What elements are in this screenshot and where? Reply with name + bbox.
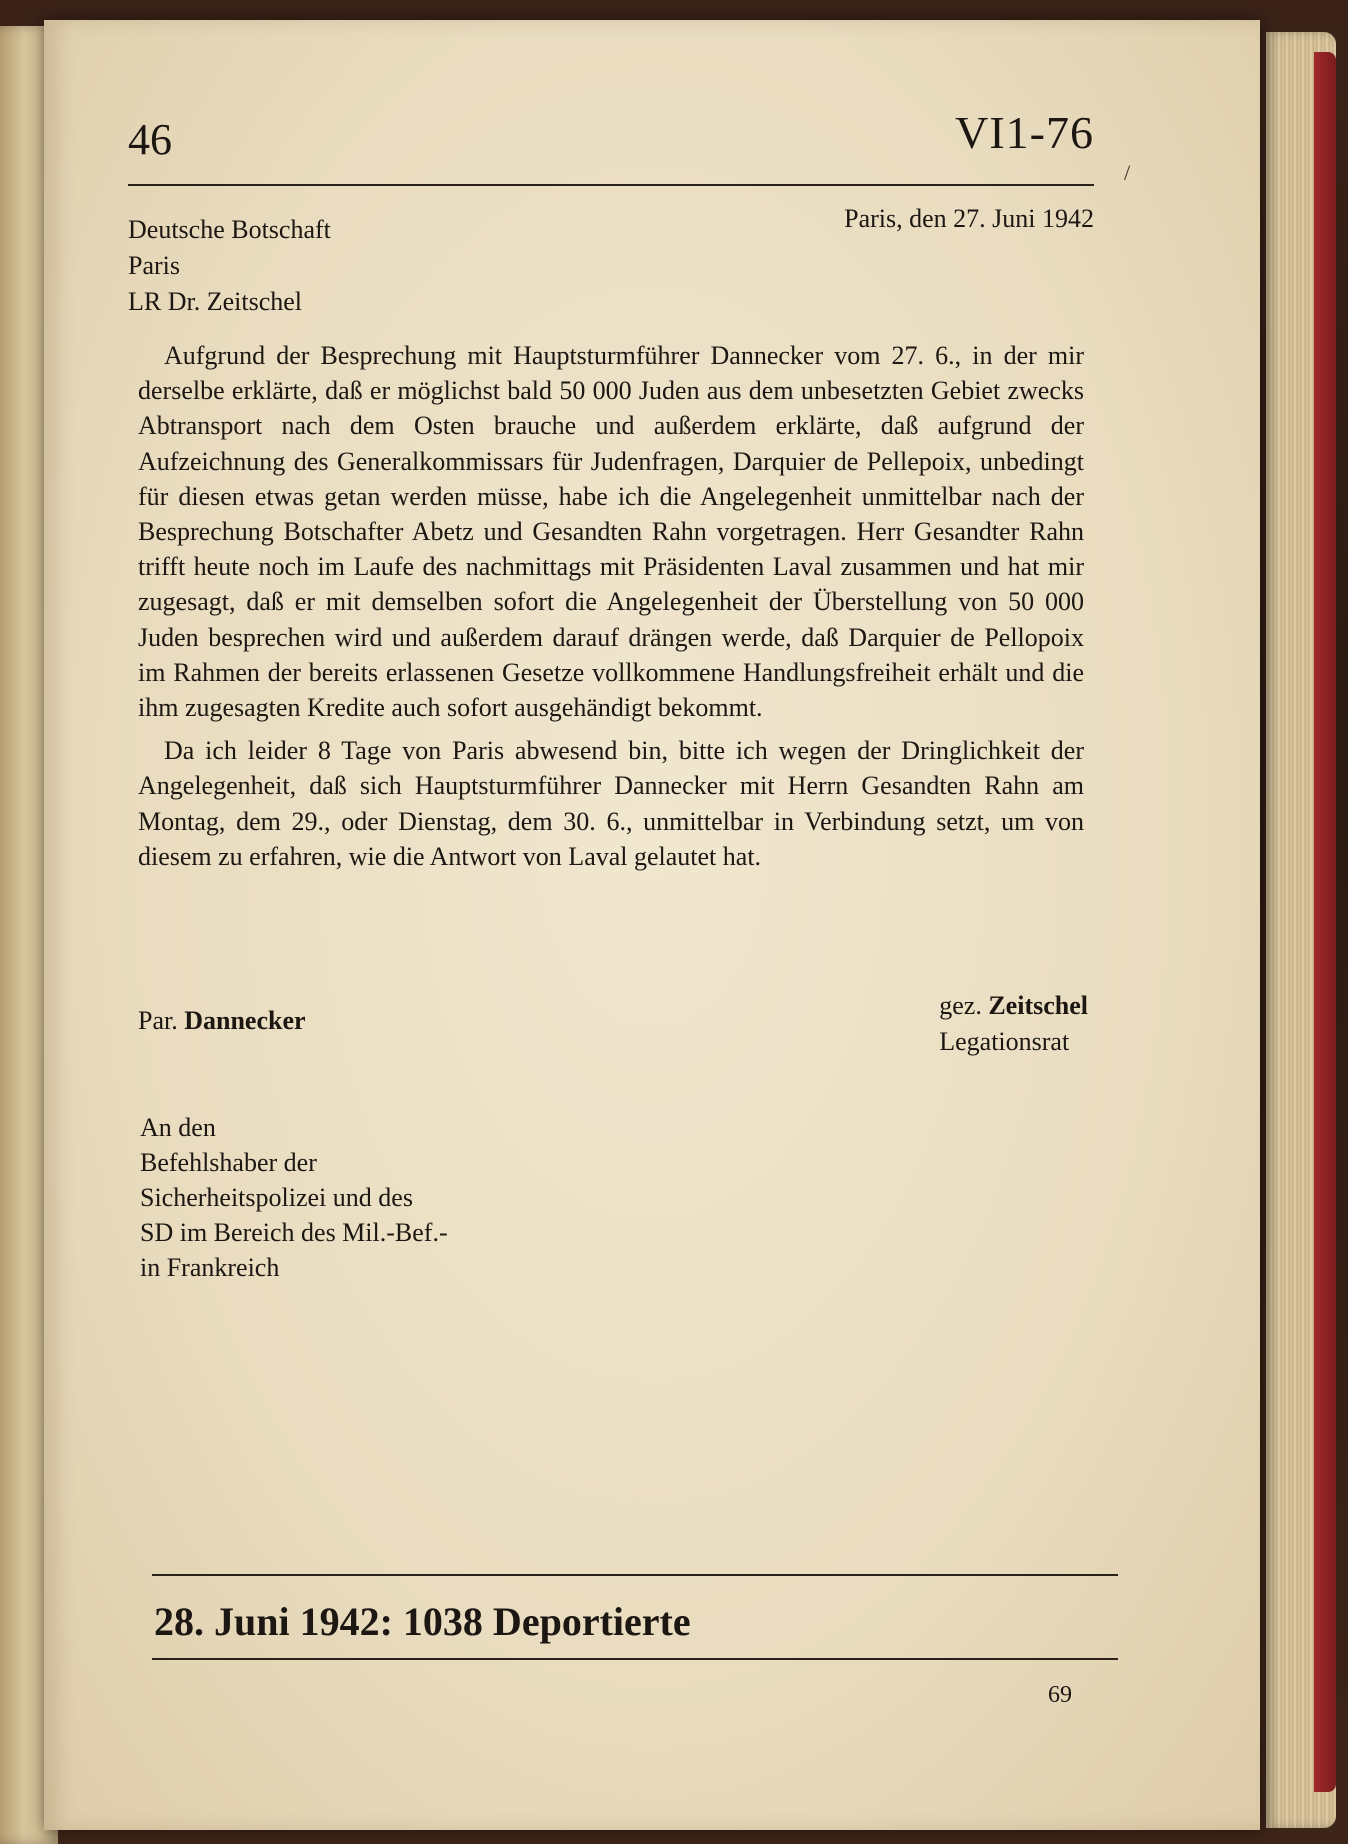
section-rule-top [152, 1574, 1118, 1576]
margin-pencil-mark: / [1124, 160, 1131, 185]
gez-signature [939, 988, 1088, 1060]
recipient-line: in Frankreich [140, 1253, 280, 1282]
book-page [44, 20, 1260, 1830]
recipient-line: Befehlshaber der [140, 1148, 317, 1177]
page-number-top: 46 [128, 115, 172, 164]
gez-title: Legationsrat [939, 1027, 1070, 1056]
header-rule [128, 184, 1094, 186]
date-line: Paris, den 27. Juni 1942 [844, 204, 1094, 233]
sender-line: Deutsche Botschaft [128, 215, 331, 244]
section-title: 28. Juni 1942: 1038 Deportierte [154, 1599, 691, 1644]
letter-body [138, 338, 1084, 882]
section-rule-bottom [152, 1658, 1118, 1660]
document-reference: VI1-76 [955, 107, 1094, 158]
recipient-line: An den [140, 1113, 216, 1142]
right-page-stack [1266, 32, 1336, 1828]
par-name: Dannecker [184, 1006, 306, 1035]
sender-line: Paris [128, 251, 180, 280]
recipient-line: Sicherheitspolizei und des [140, 1183, 413, 1212]
signature-block [138, 988, 1088, 1068]
gez-prefix: gez. [939, 991, 989, 1020]
recipient-block [140, 1110, 448, 1285]
gez-name: Zeitschel [988, 991, 1088, 1020]
body-paragraph: Da ich leider 8 Tage von Paris abwesend bin, bitte ich wegen der Dringlichkeit der Angelegenheit, daß sich Hauptsturmführer Dannecker mit Herrn Gesandten Rahn am Montag, dem 29., oder Dienstag, dem 30. 6., unmittelbar in Verbindung setzt, um von diesem zu erfahren, wie die Antwort von Laval gelautet hat. [138, 736, 1084, 871]
par-signature [138, 1006, 306, 1036]
par-prefix: Par. [138, 1006, 185, 1035]
body-paragraph: Aufgrund der Besprechung mit Hauptsturmführer Dannecker vom 27. 6., in der mir derselbe erklärte, daß er möglichst bald 50 000 Juden aus dem unbesetzten Gebiet zwecks Abtransport nach dem Osten brauche und außerdem erklärte, daß aufgrund der Aufzeichnung des Generalkommissars für Judenfragen, Darquier de Pellepoix, unbedingt für diesen etwas getan werden müsse, habe ich die Angelegenheit unmittelbar nach der Besprechung Botschafter Abetz und Gesandten Rahn vorgetragen. Herr Gesandter Rahn trifft heute noch im Laufe des nachmittags mit Präsidenten Laval zusammen und hat mir zugesagt, daß er mit demselben sofort die Angelegenheit der Überstellung von 50 000 Juden besprechen wird und außerdem darauf drängen werde, daß Darquier de Pellopoix im Rahmen der bereits erlassenen Gesetze vollkommene Handlungsfreiheit erhält und die ihm zugesagten Kredite auch sofort ausgehändigt bekommt. [138, 341, 1084, 723]
recipient-line: SD im Bereich des Mil.-Bef.- [140, 1218, 448, 1247]
page-number-bottom: 69 [1048, 1682, 1072, 1708]
sender-line: LR Dr. Zeitschel [128, 287, 303, 316]
sender-block [128, 212, 331, 320]
page-header [128, 107, 1094, 186]
